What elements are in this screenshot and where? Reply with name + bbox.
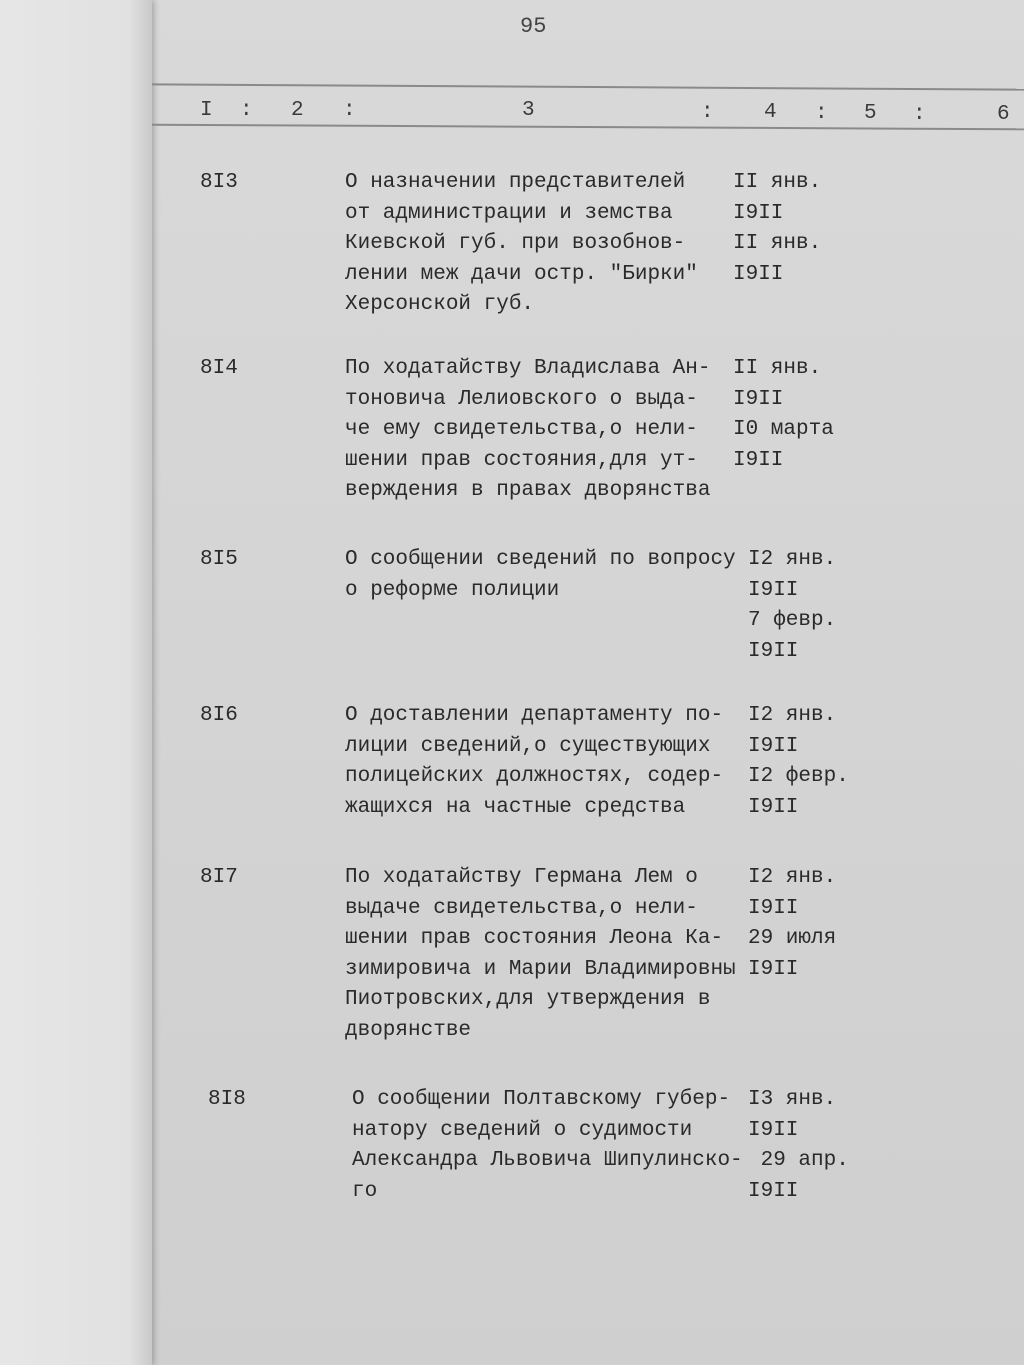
description-line: от администрации и земства <box>345 201 673 225</box>
column-header-4: 4 <box>764 101 777 124</box>
entry-dates <box>748 1085 849 1207</box>
description-line: Александра Львовича Шипулинско- <box>352 1149 743 1172</box>
entry-dates <box>748 701 849 823</box>
column-separator: : <box>240 99 253 122</box>
entry-description <box>345 168 698 321</box>
entry-description <box>345 545 736 606</box>
column-separator: : <box>815 102 828 125</box>
description-line: зимировича и Марии Владимировны <box>345 957 736 981</box>
entry-dates <box>733 354 834 476</box>
entry-description <box>345 863 736 1046</box>
description-line: тоновича Лелиовского о выда- <box>345 387 698 411</box>
description-line: О сообщении сведений по вопросу <box>345 548 736 571</box>
entry-number: 8I4 <box>200 357 238 380</box>
header-rule-top <box>152 83 1024 90</box>
description-line: дворянстве <box>345 1018 472 1042</box>
date-line: I9II <box>733 448 784 472</box>
column-header-6: 6 <box>997 103 1010 126</box>
description-line: выдаче свидетельства,о нели- <box>345 896 698 920</box>
column-separator: : <box>701 101 714 124</box>
description-line: натору сведений о судимости <box>352 1118 693 1142</box>
date-line: I2 янв. <box>748 548 837 571</box>
column-header-5: 5 <box>864 102 877 125</box>
date-line: II янв. <box>733 357 822 380</box>
date-line: 29 апр. <box>748 1149 849 1172</box>
date-line: I9II <box>748 639 799 663</box>
date-line: I0 марта <box>733 418 834 441</box>
date-line: II янв. <box>733 171 822 194</box>
description-line: шении прав состояния,для ут- <box>345 448 698 472</box>
date-line: II янв. <box>733 232 822 255</box>
date-line: I9II <box>748 1179 799 1203</box>
description-line: шении прав состояния Леона Ка- <box>345 927 724 950</box>
column-header-2: 2 <box>291 99 304 122</box>
description-line: О назначении представителей <box>345 171 686 194</box>
date-line: I9II <box>748 957 799 981</box>
entry-number: 8I8 <box>208 1088 246 1111</box>
date-line: I9II <box>733 387 784 411</box>
description-line: жащихся на частные средства <box>345 795 686 819</box>
date-line: I9II <box>748 734 799 758</box>
description-line: лении меж дачи остр. "Бирки" <box>345 262 698 286</box>
entry-number: 8I6 <box>200 704 238 727</box>
page-number: 95 <box>520 14 547 39</box>
column-header-3: 3 <box>522 99 535 122</box>
description-line: го <box>352 1179 378 1203</box>
column-separator: : <box>913 103 926 126</box>
description-line: Пиотровских,для утверждения в <box>345 988 711 1011</box>
date-line: I9II <box>748 1118 799 1142</box>
date-line: 7 февр. <box>748 609 837 632</box>
header-rule-bottom <box>152 124 1024 131</box>
column-separator: : <box>343 99 356 122</box>
date-line: I9II <box>748 896 799 920</box>
date-line: I2 февр. <box>748 765 849 788</box>
entry-number: 8I3 <box>200 171 238 194</box>
entry-dates <box>748 863 836 985</box>
adjacent-page-edge <box>0 0 152 1365</box>
description-line: По ходатайству Владислава Ан- <box>345 357 711 380</box>
entry-dates <box>748 545 836 667</box>
date-line: I2 янв. <box>748 866 837 889</box>
description-line: верждения в правах дворянства <box>345 479 711 502</box>
description-line: О доставлении департаменту по- <box>345 704 724 727</box>
date-line: I9II <box>733 201 784 225</box>
description-line: Херсонской губ. <box>345 293 535 316</box>
description-line: че ему свидетельства,о нели- <box>345 418 698 441</box>
date-line: I9II <box>748 578 799 602</box>
date-line: I9II <box>748 795 799 819</box>
date-line: I3 янв. <box>748 1088 837 1111</box>
column-header-1: I <box>200 99 213 122</box>
entry-description <box>345 701 723 823</box>
description-line: Киевской губ. при возобнов- <box>345 232 686 255</box>
description-line: По ходатайству Германа Лем о <box>345 866 698 889</box>
description-line: лиции сведений,о существующих <box>345 734 711 758</box>
description-line: О сообщении Полтавскому губер- <box>352 1088 731 1111</box>
date-line: I2 янв. <box>748 704 837 727</box>
entry-number: 8I5 <box>200 548 238 571</box>
entry-number: 8I7 <box>200 866 238 889</box>
date-line: 29 июля <box>748 927 837 950</box>
date-line: I9II <box>733 262 784 286</box>
description-line: о реформе полиции <box>345 578 560 602</box>
entry-dates <box>733 168 821 290</box>
entry-description <box>352 1085 743 1207</box>
description-line: полицейских должностях, содер- <box>345 765 724 788</box>
entry-description <box>345 354 710 507</box>
